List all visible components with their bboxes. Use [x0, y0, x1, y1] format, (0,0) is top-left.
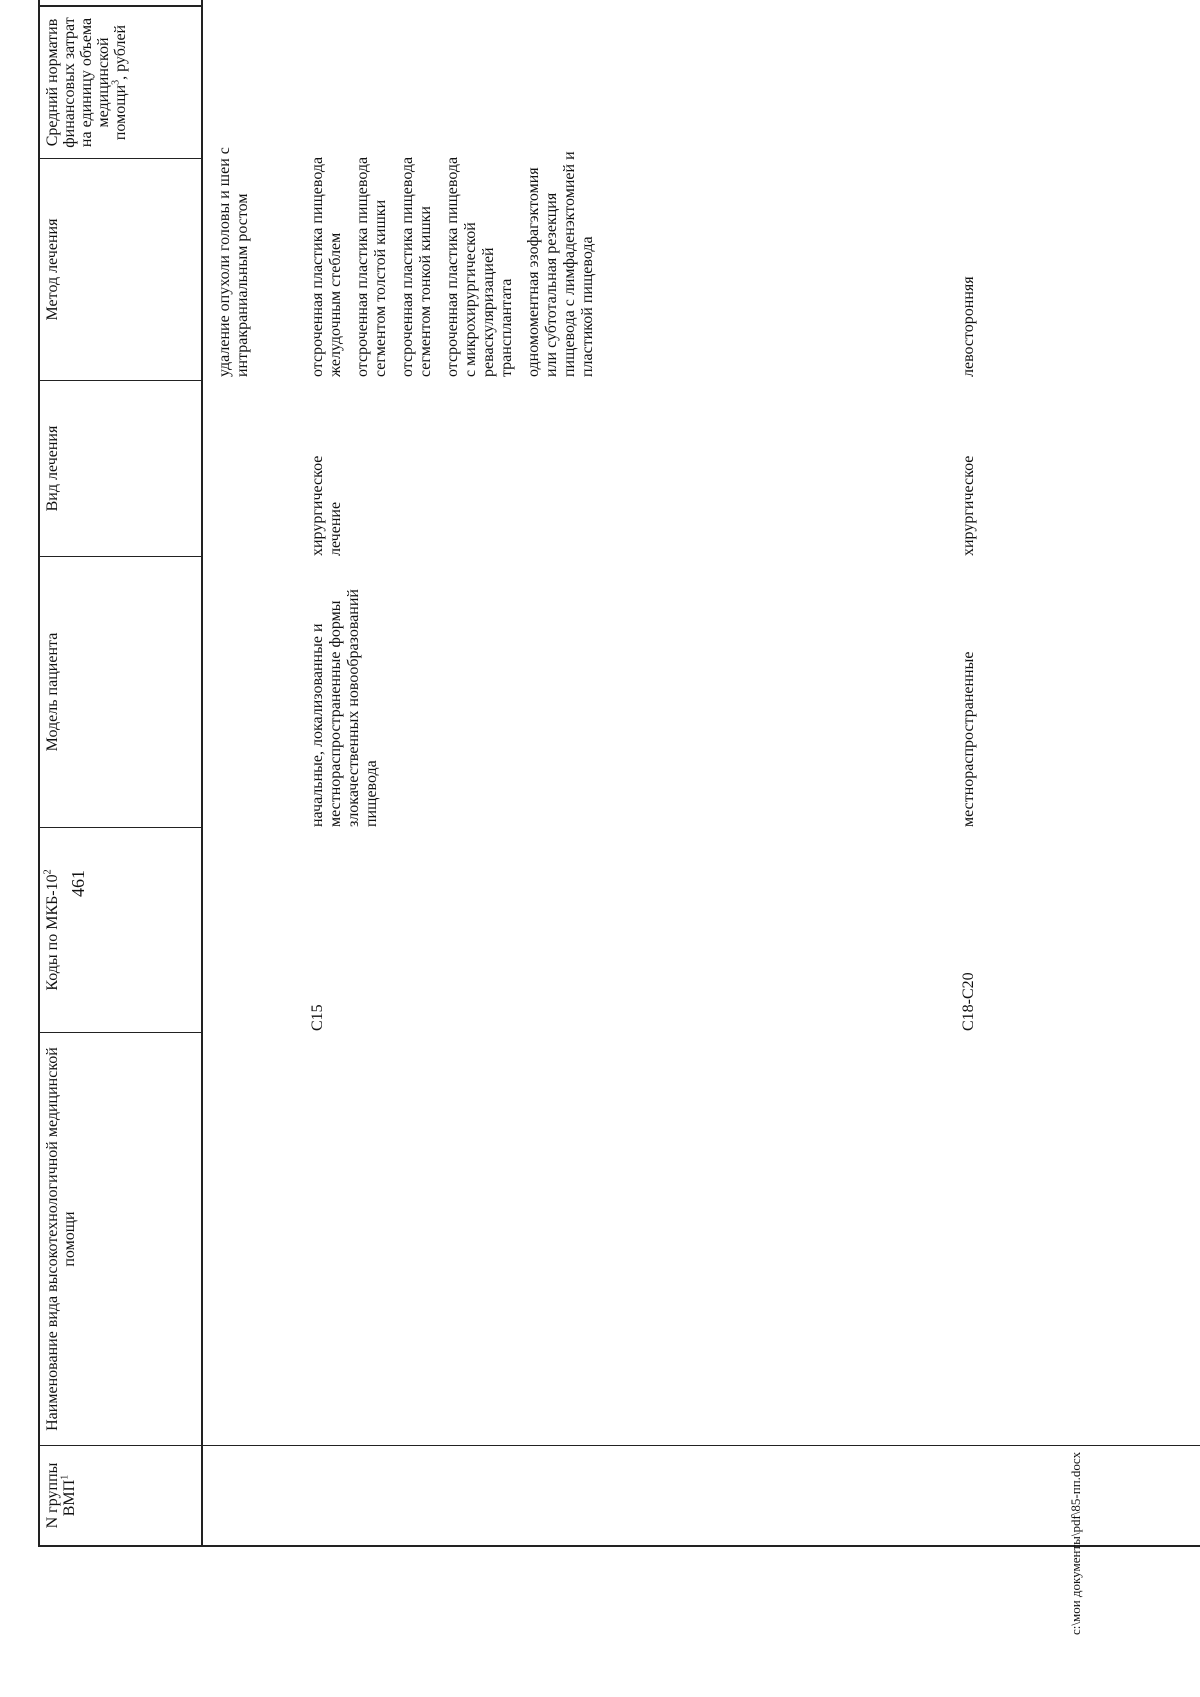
footnote-2-marker: 2	[42, 869, 54, 875]
footnote-1-marker: 1	[59, 1474, 71, 1480]
method-item: отсроченная пластика пищевода с микрохирургической реваскуляризацией трансплантата	[444, 156, 515, 377]
header-patient-model	[40, 557, 201, 828]
row-3-methods	[960, 147, 987, 377]
header-icd-codes-text: Коды по МКБ-10	[44, 874, 61, 991]
header-cost-norm-tail: , рублей	[112, 24, 129, 80]
method-item: отсроченная пластика пищевода желудочным стеблем	[309, 156, 344, 377]
left-border-line	[203, 1545, 1200, 1547]
row-3-model: местнораспространенные	[960, 651, 977, 827]
row-2-methods	[309, 147, 606, 377]
row-3-type: хирургическое	[960, 455, 977, 556]
header-cost-norm-text: Средний норматив финансовых затрат на единицу объема медицинской помощи	[44, 17, 129, 148]
method-item: одномоментная эзофагэктомия или субтотальная резекция пищевода с лимфаденэктомией и пластикой пищевода	[525, 151, 596, 377]
row-2-model: начальные, локализованные и местнораспространенные формы злокачественных новообразований пищевода	[309, 589, 380, 827]
footnote-3-marker: 3	[110, 79, 122, 85]
header-vmp-name-text: Наименование вида высокотехнологичной медицинской помощи	[44, 1047, 78, 1431]
row-1-methods	[216, 147, 261, 377]
header-group-number-text: N группы ВМП	[44, 1462, 78, 1529]
table-header-cost	[38, 0, 203, 159]
group-column-line	[203, 1445, 1200, 1446]
row-2-code: C15	[309, 1004, 326, 1031]
method-item: отсроченная пластика пищевода сегментом толстой кишки	[354, 156, 389, 377]
method-item: удаление опухоли головы и шеи с интракраниальным ростом	[216, 147, 251, 377]
method-item: отсроченная пластика пищевода сегментом тонкой кишки	[399, 156, 434, 377]
header-group-number	[40, 1446, 201, 1547]
header-vmp-name	[40, 1033, 201, 1446]
row-2-type: хирургическое лечение	[309, 455, 344, 556]
table-header	[38, 159, 203, 1547]
header-treatment-method-text: Метод лечения	[44, 218, 61, 321]
header-treatment-type-text: Вид лечения	[44, 425, 61, 512]
header-patient-model-text: Модель пациента	[44, 632, 61, 752]
header-cost-norm	[40, 5, 201, 159]
page-number: 461	[68, 870, 88, 897]
method-item: левосторонняя	[960, 276, 977, 377]
header-icd-codes	[40, 828, 201, 1033]
header-treatment-method	[40, 159, 201, 381]
header-treatment-type	[40, 381, 201, 557]
row-3-code: C18-C20	[960, 972, 977, 1031]
footer-file-path: c:\мои документы\pdf\85-пп.docx	[1068, 1451, 1083, 1635]
